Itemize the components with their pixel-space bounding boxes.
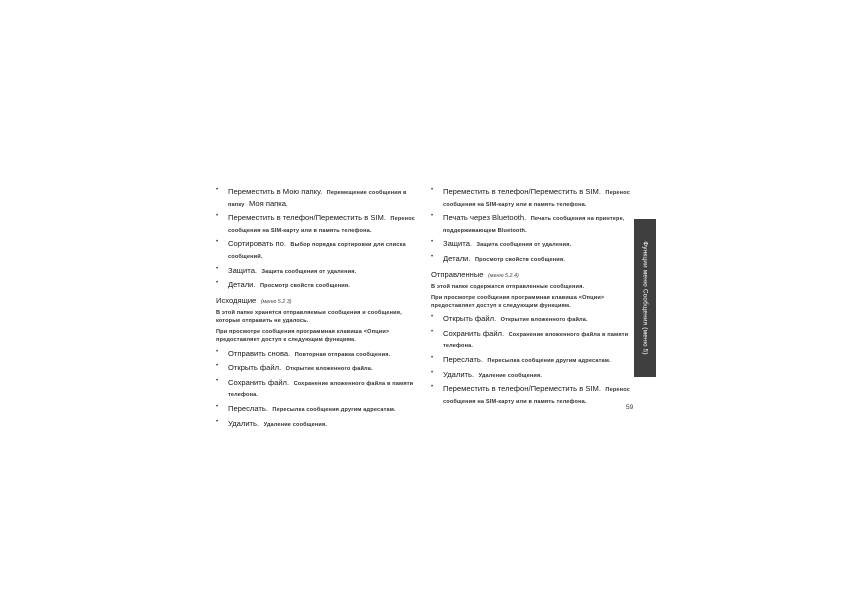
section-paragraph: В этой папке хранятся отправляемые сообщения и сообщения, которые отправить не удалось. — [216, 309, 402, 324]
item-term: Сортировать по. — [228, 239, 286, 249]
item-term: Открыть файл. — [443, 314, 497, 324]
list-item — [216, 186, 416, 209]
item-desc: Перенос сообщения на SIM-карту или в память телефона. — [443, 190, 630, 208]
list-item — [431, 212, 631, 235]
list-item — [216, 418, 416, 430]
left-list-bottom — [216, 348, 416, 430]
item-term: Сохранить файл. — [228, 377, 290, 387]
item-term: Переместить в телефон/Переместить в SIM. — [443, 187, 601, 196]
list-item — [431, 354, 631, 366]
item-desc: Защита сообщения от удаления. — [476, 242, 572, 249]
section-paragraph: В этой папке содержатся отправленные сообщения. — [431, 283, 585, 290]
item-desc: Удаление сообщения. — [478, 372, 543, 379]
item-term: Защита. — [228, 265, 258, 275]
list-item — [216, 362, 416, 374]
item-desc: Пересылка сообщения другим адресатам. — [487, 357, 611, 364]
list-item — [431, 313, 631, 325]
section-title: Отправленные — [431, 269, 484, 279]
item-desc: Печать сообщения на принтере, поддерживающем Bluetooth. — [443, 216, 625, 234]
item-term-inline: Моя папка — [248, 198, 287, 208]
item-desc: Сохранение вложенного файла в памяти телефона. — [443, 331, 629, 350]
item-desc: Открытие вложенного файла. — [500, 317, 588, 324]
chapter-side-tab — [634, 219, 656, 377]
section-heading-sent — [431, 268, 631, 281]
item-term: Детали. — [228, 280, 256, 290]
item-desc: Повторная отправка сообщения. — [294, 351, 391, 358]
item-desc: Просмотр свойств сообщения. — [259, 283, 351, 290]
list-item — [431, 253, 631, 265]
item-term: Сохранить файл. — [443, 328, 505, 338]
list-item — [431, 383, 631, 406]
list-item — [431, 186, 631, 209]
list-item — [431, 238, 631, 250]
item-term: Удалить. — [443, 369, 475, 379]
item-term: Переместить в телефон/Переместить в SIM. — [443, 384, 601, 394]
item-desc: Удаление сообщения. — [263, 421, 328, 428]
list-item — [216, 377, 416, 400]
item-term: Переместить в Мою папку. — [228, 187, 323, 196]
item-desc: Просмотр свойств сообщения. — [474, 256, 566, 263]
item-desc: Пересылка сообщения другим адресатам. — [272, 406, 396, 413]
list-item — [216, 265, 416, 277]
list-item — [216, 403, 416, 415]
right-list-top — [431, 186, 631, 265]
item-term: Печать через Bluetooth. — [443, 213, 527, 223]
item-desc: Открытие вложенного файла. — [285, 366, 373, 373]
item-term: Переслать. — [228, 403, 268, 413]
left-column — [216, 186, 416, 432]
item-desc: Перенос сообщения на SIM-карту или в память телефона. — [228, 216, 415, 234]
section-menu-ref: (меню 5.2.3) — [260, 298, 292, 305]
item-term: Переместить в телефон/Переместить в SIM. — [228, 213, 386, 223]
chapter-tab-label: Функции меню Сообщения (меню 5) — [641, 241, 649, 355]
item-desc: Выбор порядка сортировки для списка сообщений. — [228, 242, 406, 260]
section-title: Исходящие — [216, 295, 257, 305]
section-paragraph: При просмотре сообщения программная клавиша <Опции> предоставляет доступ к следующим функциям. — [431, 294, 605, 309]
list-item — [431, 328, 631, 351]
item-term: Отправить снова. — [228, 348, 291, 358]
section-menu-ref: (меню 5.2.4) — [487, 272, 519, 279]
list-item — [216, 238, 416, 261]
list-item — [216, 348, 416, 360]
item-desc: Перенос сообщения на SIM-карту или в память телефона. — [443, 387, 630, 405]
left-list-top — [216, 186, 416, 291]
item-term: Детали. — [443, 253, 471, 263]
item-term: Удалить. — [228, 418, 260, 428]
section-paragraph: При просмотре сообщения программная клавиша <Опции> предоставляет доступ к следующим функциям. — [216, 329, 390, 344]
item-desc: Перемещение сообщения в папку — [228, 190, 407, 208]
item-term: Защита. — [443, 239, 473, 249]
item-term: Переслать. — [443, 354, 483, 364]
item-desc-end: . — [286, 201, 288, 208]
item-term: Открыть файл. — [228, 363, 282, 373]
section-heading-outbox — [216, 294, 416, 307]
right-list-bottom — [431, 313, 631, 406]
item-desc: Сохранение вложенного файла в памяти телефона. — [228, 380, 414, 399]
item-desc: Защита сообщения от удаления. — [261, 268, 357, 275]
list-item — [216, 279, 416, 291]
list-item — [216, 212, 416, 235]
page-number: 59 — [626, 404, 634, 411]
